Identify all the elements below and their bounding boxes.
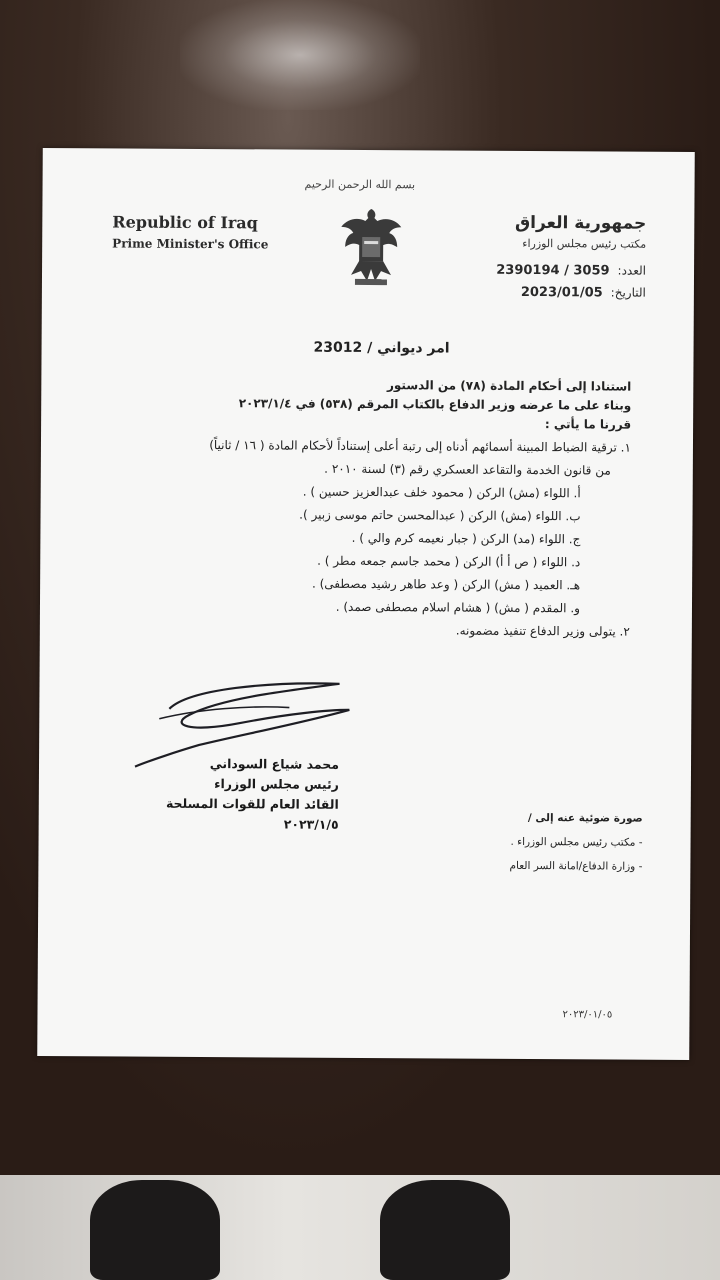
document-date-row bbox=[521, 285, 646, 301]
date-value: 2023/01/05 bbox=[520, 284, 603, 301]
footer-date: ٢٠٢٣/٠١/٠٥ bbox=[562, 1009, 613, 1021]
number-value: 2390194 / 3059 bbox=[496, 262, 610, 279]
officer-entry: د. اللواء ( ص أ أ) الركن ( محمد جاسم جمعه مطر ) . bbox=[317, 553, 581, 570]
order-body bbox=[100, 372, 632, 643]
number-label: العدد: bbox=[617, 263, 647, 278]
signer-name: محمد شياع السوداني bbox=[209, 756, 340, 772]
shoe-left bbox=[90, 1180, 220, 1280]
date-label: التاريخ: bbox=[610, 285, 646, 300]
document-page bbox=[37, 148, 695, 1060]
officer-entry: ج. اللواء (مد) الركن ( جبار نعيمه كرم والي ) . bbox=[351, 530, 581, 547]
signer-title-1: رئيس مجلس الوزراء bbox=[214, 776, 339, 792]
officer-entry: ب. اللواء (مش) الركن ( عبدالمحسن حاتم موسى زبير ). bbox=[299, 507, 581, 524]
signature-date: ٢٠٢٣/١/٥ bbox=[283, 816, 339, 832]
order-number: 23012 bbox=[313, 339, 363, 356]
body-line-3: قررنا ما يأتي : bbox=[544, 417, 632, 432]
copies-heading: صورة ضوئية عنه إلى / bbox=[527, 811, 643, 825]
letterhead-ar-title: جمهورية العراق bbox=[514, 212, 647, 234]
body-line-2: وبناء على ما عرضه وزير الدفاع بالكتاب المرقم (٥٣٨) في ٢٠٢٣/١/٤ bbox=[238, 396, 632, 413]
document-number-row bbox=[496, 263, 646, 279]
copy-recipient: - وزارة الدفاع/امانة السر العام bbox=[509, 859, 643, 873]
basmala: بسم الله الرحمن الرحيم bbox=[304, 177, 416, 192]
letterhead-en-subtitle: Prime Minister's Office bbox=[112, 236, 269, 252]
officer-entry: و. المقدم ( مش) ( هشام اسلام مصطفى صمد) . bbox=[335, 599, 581, 616]
copies-section bbox=[412, 805, 642, 878]
order-heading bbox=[302, 340, 462, 357]
officer-entry: هـ. العميد ( مش) الركن ( وعد طاهر رشيد مصطفى) . bbox=[311, 576, 581, 593]
item-1-line-b: من قانون الخدمة والتقاعد العسكري رقم (٣) لسنة ٢٠١٠ . bbox=[324, 461, 611, 478]
copy-recipient: - مكتب رئيس مجلس الوزراء . bbox=[510, 835, 643, 849]
body-line-1: استنادا إلى أحكام المادة (٧٨) من الدستور bbox=[386, 378, 632, 394]
item-1-line-a: ١. ترقية الضباط المبينة أسمائهم أدناه إلى رتبة أعلى إستناداً لأحكام المادة ( ١٦ / ثانياً) bbox=[209, 438, 632, 455]
signer-title-2: القائد العام للقوات المسلحة bbox=[165, 795, 339, 812]
shoe-right bbox=[380, 1180, 510, 1280]
order-label: امر ديواني / bbox=[367, 340, 450, 357]
letterhead-ar-subtitle: مكتب رئيس مجلس الوزراء bbox=[522, 236, 647, 251]
item-2: ٢. يتولى وزير الدفاع تنفيذ مضمونه. bbox=[455, 623, 630, 639]
light-glare bbox=[180, 0, 420, 110]
letterhead-en-title: Republic of Iraq bbox=[112, 212, 258, 233]
signature-block bbox=[129, 754, 339, 835]
iraq-eagle-emblem-icon bbox=[337, 205, 406, 289]
officer-entry: أ. اللواء (مش) الركن ( محمود خلف عبدالعزيز حسين ) . bbox=[302, 484, 581, 501]
